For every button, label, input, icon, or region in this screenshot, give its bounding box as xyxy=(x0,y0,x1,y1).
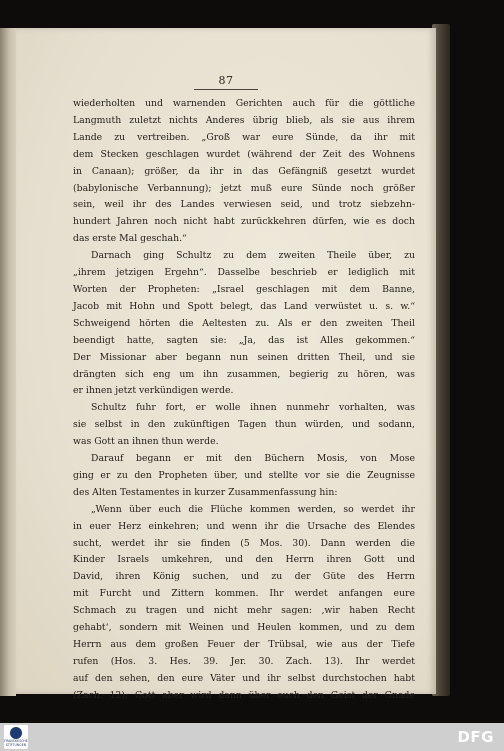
text-line: „Wenn über euch die Flüche kommen werden, so werdet ihr xyxy=(91,503,415,515)
logo-caption: FRANCKESCHE STIFTUNGEN xyxy=(4,739,28,747)
text-line: „ihrem jetzigen Ergehn“. Dasselbe beschrieb er lediglich mit xyxy=(73,267,415,279)
text-line: rufen (Hos. 3. Hes. 39. Jer. 30. Zach. 13). Ihr werdet xyxy=(73,655,415,667)
text-line: Schultz fuhr fort, er wolle ihnen nunmehr vorhalten, was xyxy=(91,402,415,414)
text-line: hundert Jahren noch nicht habt zurückkehren dürfen, wie es doch xyxy=(73,216,415,228)
text-line: (Zach. 12); Gott aber wird dann über euch den Geist der Gnade xyxy=(73,689,415,701)
text-line: dem Stecken geschlagen wurdet (während der Zeit des Wohnens xyxy=(73,148,415,160)
left-page-edge xyxy=(0,28,16,696)
text-line: Schweigend hörten die Aeltesten zu. Als er den zweiten Theil xyxy=(73,317,415,329)
text-line: (babylonische Verbannung); jetzt muß eure Sünde noch größer xyxy=(73,182,415,194)
text-line: sucht, werdet ihr sie finden (5 Mos. 30). Dann werden die xyxy=(73,537,415,549)
page-number: 87 xyxy=(218,74,234,87)
text-line: Langmuth zuletzt nichts Anderes übrig blieb, als sie aus ihrem xyxy=(73,114,415,126)
text-line: David, ihren König suchen, und zu der Güte des Herrn xyxy=(73,571,415,583)
text-line: mit Furcht und Zittern kommen. Ihr werdet anfangen eure xyxy=(73,588,415,600)
text-line: auf den sehen, den eure Väter und ihr selbst durchstochen habt xyxy=(73,672,415,684)
logo-emblem-icon xyxy=(10,727,22,739)
text-line: drängten sich eng um ihn zusammen, begierig zu hören, was xyxy=(73,368,415,380)
text-line: ging er zu den Propheten über, und stellte vor sie die Zeugnisse xyxy=(73,469,415,481)
text-line: Kinder Israels umkehren, und den Herrn ihren Gott und xyxy=(73,554,415,566)
text-line: er ihnen jetzt verkündigen werde. xyxy=(73,385,234,397)
text-line: Darauf begann er mit den Büchern Mosis, von Mose xyxy=(91,453,415,465)
book-page xyxy=(16,28,436,701)
text-line: gehabt‘, sondern mit Weinen und Heulen kommen, und zu dem xyxy=(73,622,415,634)
franckesche-stiftungen-logo[interactable] xyxy=(4,725,28,749)
text-line: sein, weil ihr des Landes verwiesen seid, und trotz siebzehn- xyxy=(73,199,415,211)
text-line: Darnach ging Schultz zu dem zweiten Theile über, zu xyxy=(91,250,415,262)
text-line: in Canaan); größer, da ihr in das Gefängniß gesetzt wurdet xyxy=(73,165,415,177)
text-line: das erste Mal geschah.“ xyxy=(73,233,187,245)
text-line: Lande zu vertreiben. „Groß war eure Sünde, da ihr mit xyxy=(73,131,415,143)
text-line: in euer Herz einkehren; und wenn ihr die Ursache des Elendes xyxy=(73,520,415,532)
text-line: wiederholten und warnenden Gerichten auch für die göttliche xyxy=(73,98,415,109)
text-line: des Alten Testamentes in kurzer Zusammenfassung hin: xyxy=(73,486,338,498)
text-line: Herrn aus dem großen Feuer der Trübsal, wie aus der Tiefe xyxy=(73,639,415,650)
text-line: Schmach zu tragen und nicht mehr sagen: ‚wir haben Recht xyxy=(73,605,415,617)
text-line: beendigt hatte, sagten sie: „Ja, das ist Alles gekommen.“ xyxy=(73,334,415,346)
dfg-logo[interactable]: DFG xyxy=(457,728,494,746)
viewer-footer-bar xyxy=(0,723,504,751)
text-line: Jacob mit Hohn und Spott belegt, das Land verwüstet u. s. w.“ xyxy=(73,300,415,312)
text-line: Worten der Propheten: „Israel geschlagen mit dem Banne, xyxy=(73,283,415,295)
text-line: Der Missionar aber begann nun seinen dritten Theil, und sie xyxy=(73,351,415,363)
text-line: sie selbst in den zukünftigen Tagen thun würden, und sodann, xyxy=(73,419,415,431)
page-text-body xyxy=(73,96,415,705)
header-rule xyxy=(194,89,258,90)
text-line: was Gott an ihnen thun werde. xyxy=(73,436,219,448)
